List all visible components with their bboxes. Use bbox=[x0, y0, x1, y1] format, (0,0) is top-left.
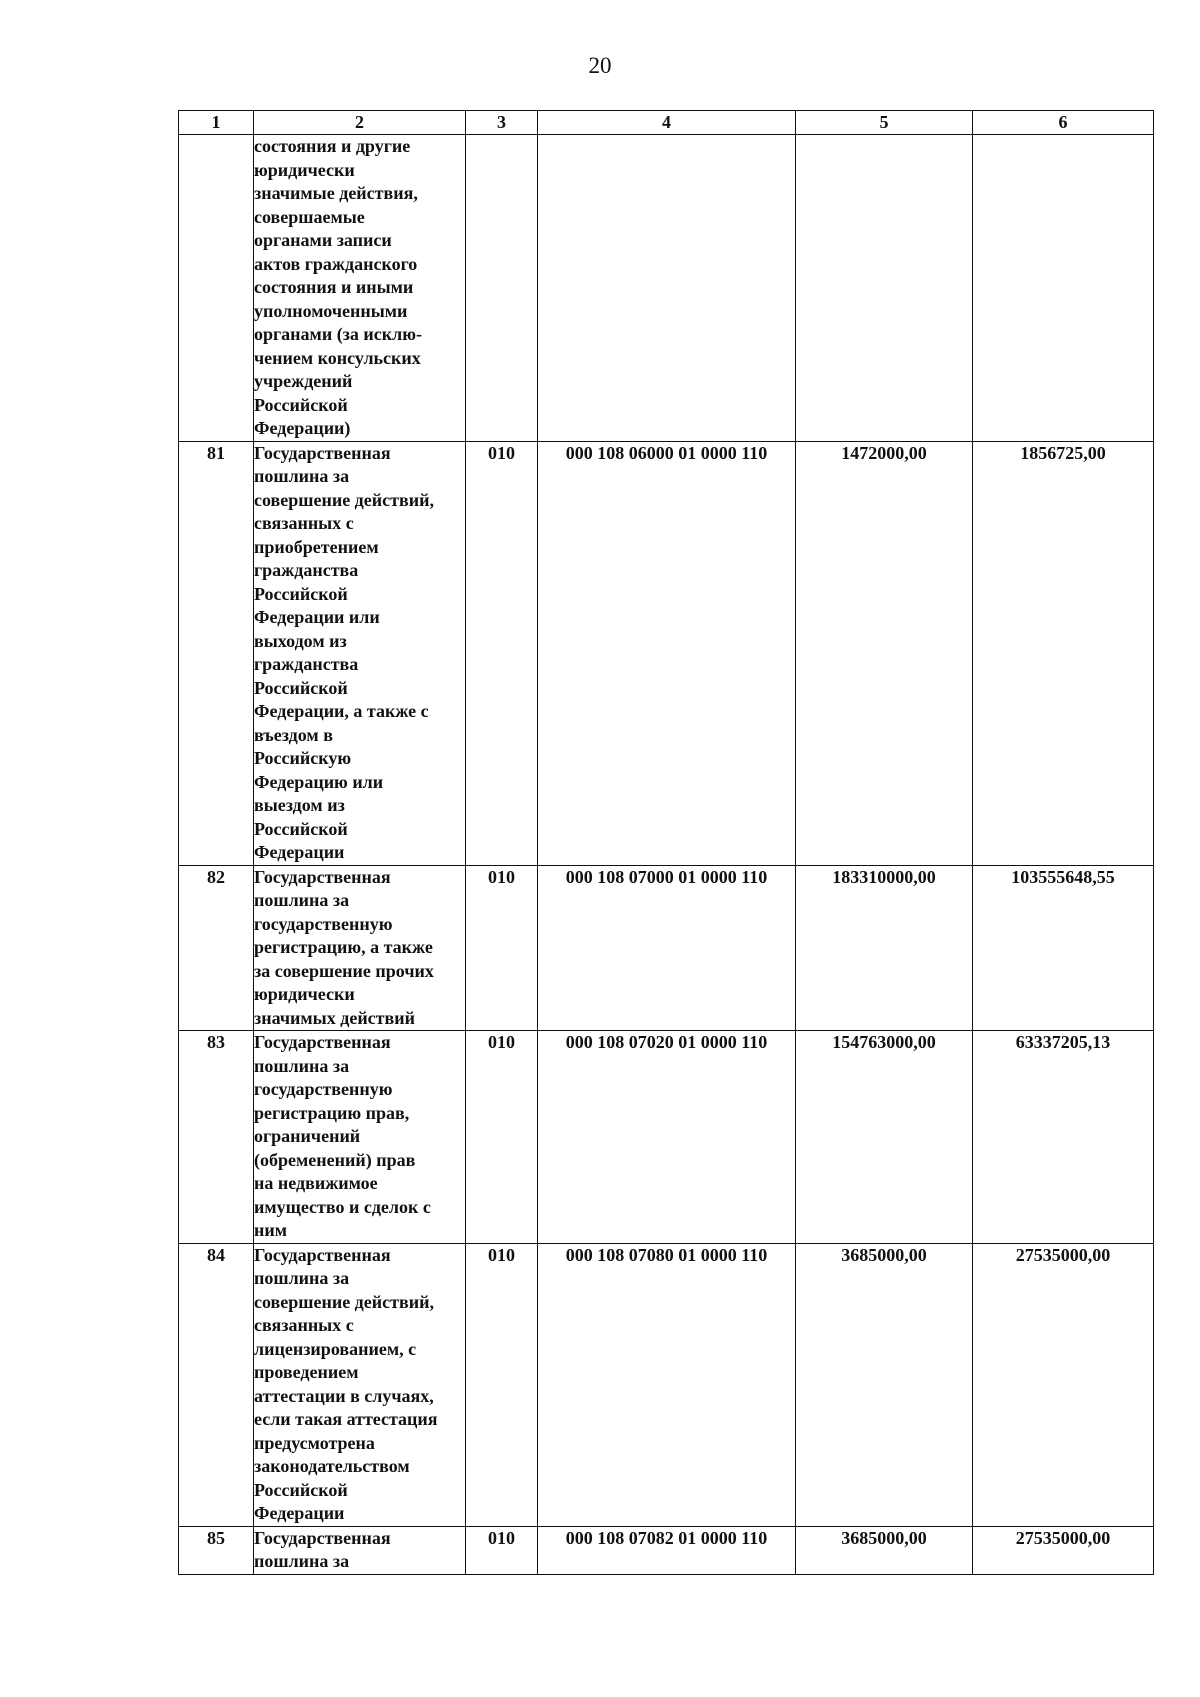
description-cell bbox=[254, 1243, 466, 1526]
description-line: регистрацию прав, bbox=[254, 1102, 410, 1123]
description-line: пошлина за bbox=[254, 1268, 350, 1288]
amount-col5-cell bbox=[796, 135, 973, 442]
description-line: совершаемые bbox=[254, 206, 365, 227]
description-line: Федерации, а также с bbox=[254, 701, 429, 721]
description-line: совершение действий, bbox=[254, 489, 434, 510]
admin-code-cell: 010 bbox=[466, 865, 538, 1031]
description-line: пошлина за bbox=[254, 466, 350, 486]
description-line: проведением bbox=[254, 1362, 359, 1382]
description-line: состояния и другие bbox=[254, 136, 411, 156]
description-line: пошлина за bbox=[254, 890, 350, 910]
description-line: выездом из bbox=[254, 795, 345, 815]
table-row bbox=[179, 135, 1154, 442]
amount-col6-cell: 103555648,55 bbox=[973, 865, 1154, 1031]
description-line: связанных с bbox=[254, 513, 354, 533]
description-line: Федерацию или bbox=[254, 771, 384, 792]
description-cell bbox=[254, 441, 466, 865]
header-cell: 2 bbox=[254, 111, 466, 135]
header-cell: 3 bbox=[466, 111, 538, 135]
description-line: Российской bbox=[254, 394, 348, 415]
table-row bbox=[179, 441, 1154, 865]
table-row bbox=[179, 1031, 1154, 1244]
description-line: пошлина за bbox=[254, 1551, 350, 1571]
description-line: Государственная bbox=[254, 1244, 391, 1265]
description-line: актов гражданского bbox=[254, 253, 418, 274]
description-line: если такая аттестация bbox=[254, 1409, 438, 1429]
description-line: Государственная bbox=[254, 1032, 391, 1052]
description-line: предусмотрена bbox=[254, 1432, 375, 1453]
row-number-cell: 85 bbox=[179, 1526, 254, 1574]
amount-col6-cell: 63337205,13 bbox=[973, 1031, 1154, 1244]
description-line: гражданства bbox=[254, 654, 359, 674]
description-line: Федерации bbox=[254, 1503, 345, 1523]
amount-col5-cell: 183310000,00 bbox=[796, 865, 973, 1031]
budget-classification-code-cell: 000 108 07082 01 0000 110 bbox=[538, 1526, 796, 1574]
description-line: Российской bbox=[254, 583, 348, 604]
description-line: ним bbox=[254, 1220, 288, 1240]
description-line: Федерации bbox=[254, 842, 345, 862]
description-line: имущество и сделок с bbox=[254, 1196, 431, 1217]
page-number: 20 bbox=[588, 53, 612, 78]
description-line: аттестации в случаях, bbox=[254, 1385, 434, 1406]
admin-code-cell bbox=[466, 135, 538, 442]
description-line: гражданства bbox=[254, 560, 359, 580]
header-row bbox=[179, 111, 1154, 135]
description-line: Федерации или bbox=[254, 607, 380, 627]
amount-col6-cell bbox=[973, 135, 1154, 442]
amount-col5-cell: 3685000,00 bbox=[796, 1243, 973, 1526]
amount-col6-cell: 27535000,00 bbox=[973, 1243, 1154, 1526]
table-body bbox=[179, 135, 1154, 1575]
description-line: органами записи bbox=[254, 230, 392, 250]
description-line: связанных с bbox=[254, 1315, 354, 1335]
amount-col5-cell: 1472000,00 bbox=[796, 441, 973, 865]
budget-classification-code-cell: 000 108 07020 01 0000 110 bbox=[538, 1031, 796, 1244]
table-row bbox=[179, 1243, 1154, 1526]
header-cell: 4 bbox=[538, 111, 796, 135]
row-number-cell: 83 bbox=[179, 1031, 254, 1244]
row-number-cell: 82 bbox=[179, 865, 254, 1031]
description-line: Государственная bbox=[254, 1527, 391, 1548]
description-line: выходом из bbox=[254, 630, 347, 651]
description-line: Российской bbox=[254, 1479, 348, 1500]
admin-code-cell: 010 bbox=[466, 441, 538, 865]
description-line: въездом в bbox=[254, 724, 333, 745]
description-line: совершение действий, bbox=[254, 1291, 434, 1312]
description-line: юридически bbox=[254, 984, 355, 1004]
description-line: значимых действий bbox=[254, 1007, 415, 1028]
description-line: приобретением bbox=[254, 536, 379, 557]
budget-classification-code-cell: 000 108 06000 01 0000 110 bbox=[538, 441, 796, 865]
amount-col6-cell: 1856725,00 bbox=[973, 441, 1154, 865]
description-line: Федерации) bbox=[254, 418, 351, 438]
description-line: Российской bbox=[254, 818, 348, 839]
description-line: государственную bbox=[254, 913, 393, 934]
description-line: уполномоченными bbox=[254, 300, 408, 321]
description-line: юридически bbox=[254, 159, 355, 180]
description-line: лицензированием, с bbox=[254, 1338, 417, 1359]
description-line: учреждений bbox=[254, 371, 353, 391]
description-line: законодательством bbox=[254, 1456, 410, 1476]
description-cell bbox=[254, 1526, 466, 1574]
description-line: значимые действия, bbox=[254, 183, 418, 203]
description-line: за совершение прочих bbox=[254, 960, 434, 981]
description-line: состояния и иными bbox=[254, 277, 414, 297]
description-cell bbox=[254, 1031, 466, 1244]
budget-classification-code-cell: 000 108 07000 01 0000 110 bbox=[538, 865, 796, 1031]
description-line: Государственная bbox=[254, 442, 391, 463]
admin-code-cell: 010 bbox=[466, 1243, 538, 1526]
amount-col5-cell: 3685000,00 bbox=[796, 1526, 973, 1574]
description-line: государственную bbox=[254, 1079, 393, 1099]
description-line: регистрацию, а также bbox=[254, 937, 433, 957]
description-line: Российской bbox=[254, 677, 348, 698]
table-row bbox=[179, 865, 1154, 1031]
description-line: ограничений bbox=[254, 1126, 361, 1146]
header-cell: 5 bbox=[796, 111, 973, 135]
description-line: чением консульских bbox=[254, 347, 421, 368]
description-line: на недвижимое bbox=[254, 1173, 378, 1193]
description-line: Российскую bbox=[254, 748, 352, 768]
admin-code-cell: 010 bbox=[466, 1031, 538, 1244]
description-line: (обременений) прав bbox=[254, 1149, 416, 1170]
description-line: Государственная bbox=[254, 866, 391, 887]
row-number-cell: 81 bbox=[179, 441, 254, 865]
row-number-cell: 84 bbox=[179, 1243, 254, 1526]
row-number-cell bbox=[179, 135, 254, 442]
description-line: пошлина за bbox=[254, 1055, 350, 1076]
header-cell: 1 bbox=[179, 111, 254, 135]
description-line: органами (за исклю- bbox=[254, 324, 422, 344]
budget-classification-code-cell: 000 108 07080 01 0000 110 bbox=[538, 1243, 796, 1526]
table-row bbox=[179, 1526, 1154, 1574]
budget-classification-code-cell bbox=[538, 135, 796, 442]
amount-col5-cell: 154763000,00 bbox=[796, 1031, 973, 1244]
header-cell: 6 bbox=[973, 111, 1154, 135]
amount-col6-cell: 27535000,00 bbox=[973, 1526, 1154, 1574]
admin-code-cell: 010 bbox=[466, 1526, 538, 1574]
budget-table bbox=[178, 110, 1154, 1575]
description-cell bbox=[254, 865, 466, 1031]
description-cell bbox=[254, 135, 466, 442]
